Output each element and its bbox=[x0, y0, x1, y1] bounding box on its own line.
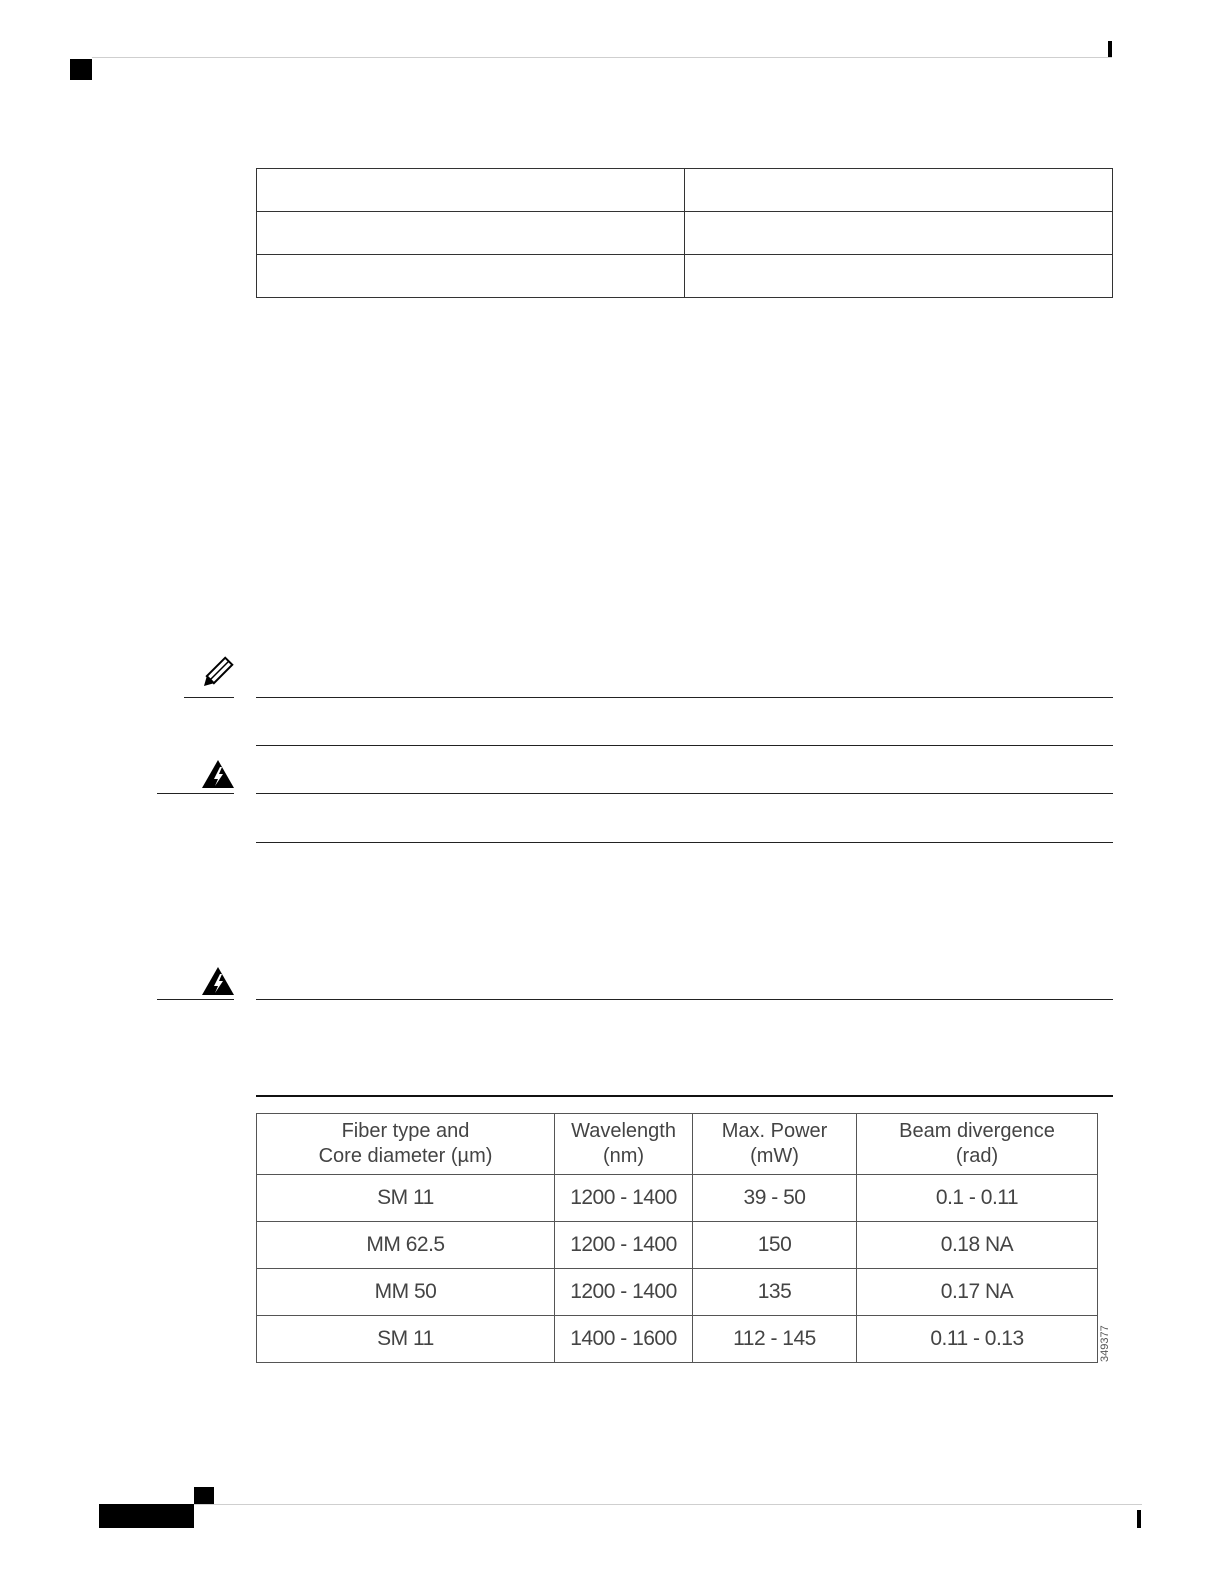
empty-table bbox=[256, 168, 1113, 298]
warning-top-rule bbox=[256, 793, 1113, 794]
header-line: (mW) bbox=[750, 1145, 799, 1167]
table-row bbox=[257, 1316, 1098, 1363]
column-header-wavelength bbox=[555, 1114, 693, 1175]
header-rule bbox=[92, 57, 1112, 58]
table-row bbox=[257, 212, 1113, 255]
header-line: Fiber type and bbox=[341, 1120, 470, 1142]
note-bottom-rule bbox=[256, 745, 1113, 746]
cell-max-power: 135 bbox=[693, 1269, 857, 1316]
table-cell bbox=[685, 255, 1113, 298]
header-line: Max. Power bbox=[721, 1120, 828, 1142]
cell-wavelength: 1200 - 1400 bbox=[555, 1269, 693, 1316]
warning-label-rule bbox=[157, 793, 234, 794]
table-row bbox=[257, 1222, 1098, 1269]
header-line: (rad) bbox=[955, 1145, 999, 1167]
warning-lightning-icon bbox=[200, 758, 240, 798]
column-header-max-power bbox=[693, 1114, 857, 1175]
header-line: Beam divergence bbox=[899, 1120, 1055, 1142]
cell-max-power: 112 - 145 bbox=[693, 1316, 857, 1363]
figure-id-container bbox=[1097, 1325, 1113, 1408]
footer-page-block bbox=[99, 1504, 194, 1528]
figure-id: 349377 bbox=[1099, 1325, 1111, 1362]
warning-bottom-rule bbox=[256, 842, 1113, 843]
column-header-beam-divergence bbox=[857, 1114, 1098, 1175]
table-cell bbox=[257, 255, 685, 298]
footer-rule bbox=[194, 1504, 1142, 1505]
cell-fiber-type: SM 11 bbox=[257, 1316, 555, 1363]
table-cell bbox=[685, 169, 1113, 212]
header-tab-marker bbox=[70, 59, 92, 80]
table-row bbox=[257, 255, 1113, 298]
footer-tab-marker bbox=[194, 1487, 214, 1504]
header-line: Wavelength bbox=[571, 1120, 676, 1142]
note-label-rule bbox=[184, 697, 234, 698]
cell-wavelength: 1400 - 1600 bbox=[555, 1316, 693, 1363]
column-header-fiber-type bbox=[257, 1114, 555, 1175]
cell-max-power: 39 - 50 bbox=[693, 1175, 857, 1222]
table-cell bbox=[257, 212, 685, 255]
cell-fiber-type: MM 62.5 bbox=[257, 1222, 555, 1269]
header-line: (nm) bbox=[602, 1145, 645, 1167]
header-edge-marker bbox=[1108, 41, 1112, 57]
table-cell bbox=[257, 169, 685, 212]
table-header-row bbox=[257, 1114, 1098, 1175]
cell-wavelength: 1200 - 1400 bbox=[555, 1222, 693, 1269]
cell-max-power: 150 bbox=[693, 1222, 857, 1269]
note-top-rule bbox=[256, 697, 1113, 698]
pencil-note-icon bbox=[196, 654, 236, 694]
table-row bbox=[257, 169, 1113, 212]
cell-beam-divergence: 0.18 NA bbox=[857, 1222, 1098, 1269]
table-cell bbox=[685, 212, 1113, 255]
fiber-laser-figure-table bbox=[256, 1113, 1098, 1363]
warning-top-rule bbox=[256, 999, 1113, 1000]
cell-beam-divergence: 0.11 - 0.13 bbox=[857, 1316, 1098, 1363]
warning-label-rule bbox=[157, 999, 234, 1000]
cell-fiber-type: SM 11 bbox=[257, 1175, 555, 1222]
header-line: Core diameter (µm) bbox=[318, 1145, 493, 1167]
cell-wavelength: 1200 - 1400 bbox=[555, 1175, 693, 1222]
table-row bbox=[257, 1175, 1098, 1222]
cell-beam-divergence: 0.17 NA bbox=[857, 1269, 1098, 1316]
cell-beam-divergence: 0.1 - 0.11 bbox=[857, 1175, 1098, 1222]
footer-edge-marker bbox=[1137, 1510, 1141, 1528]
table-row bbox=[257, 1269, 1098, 1316]
figure-top-rule bbox=[256, 1095, 1113, 1097]
cell-fiber-type: MM 50 bbox=[257, 1269, 555, 1316]
